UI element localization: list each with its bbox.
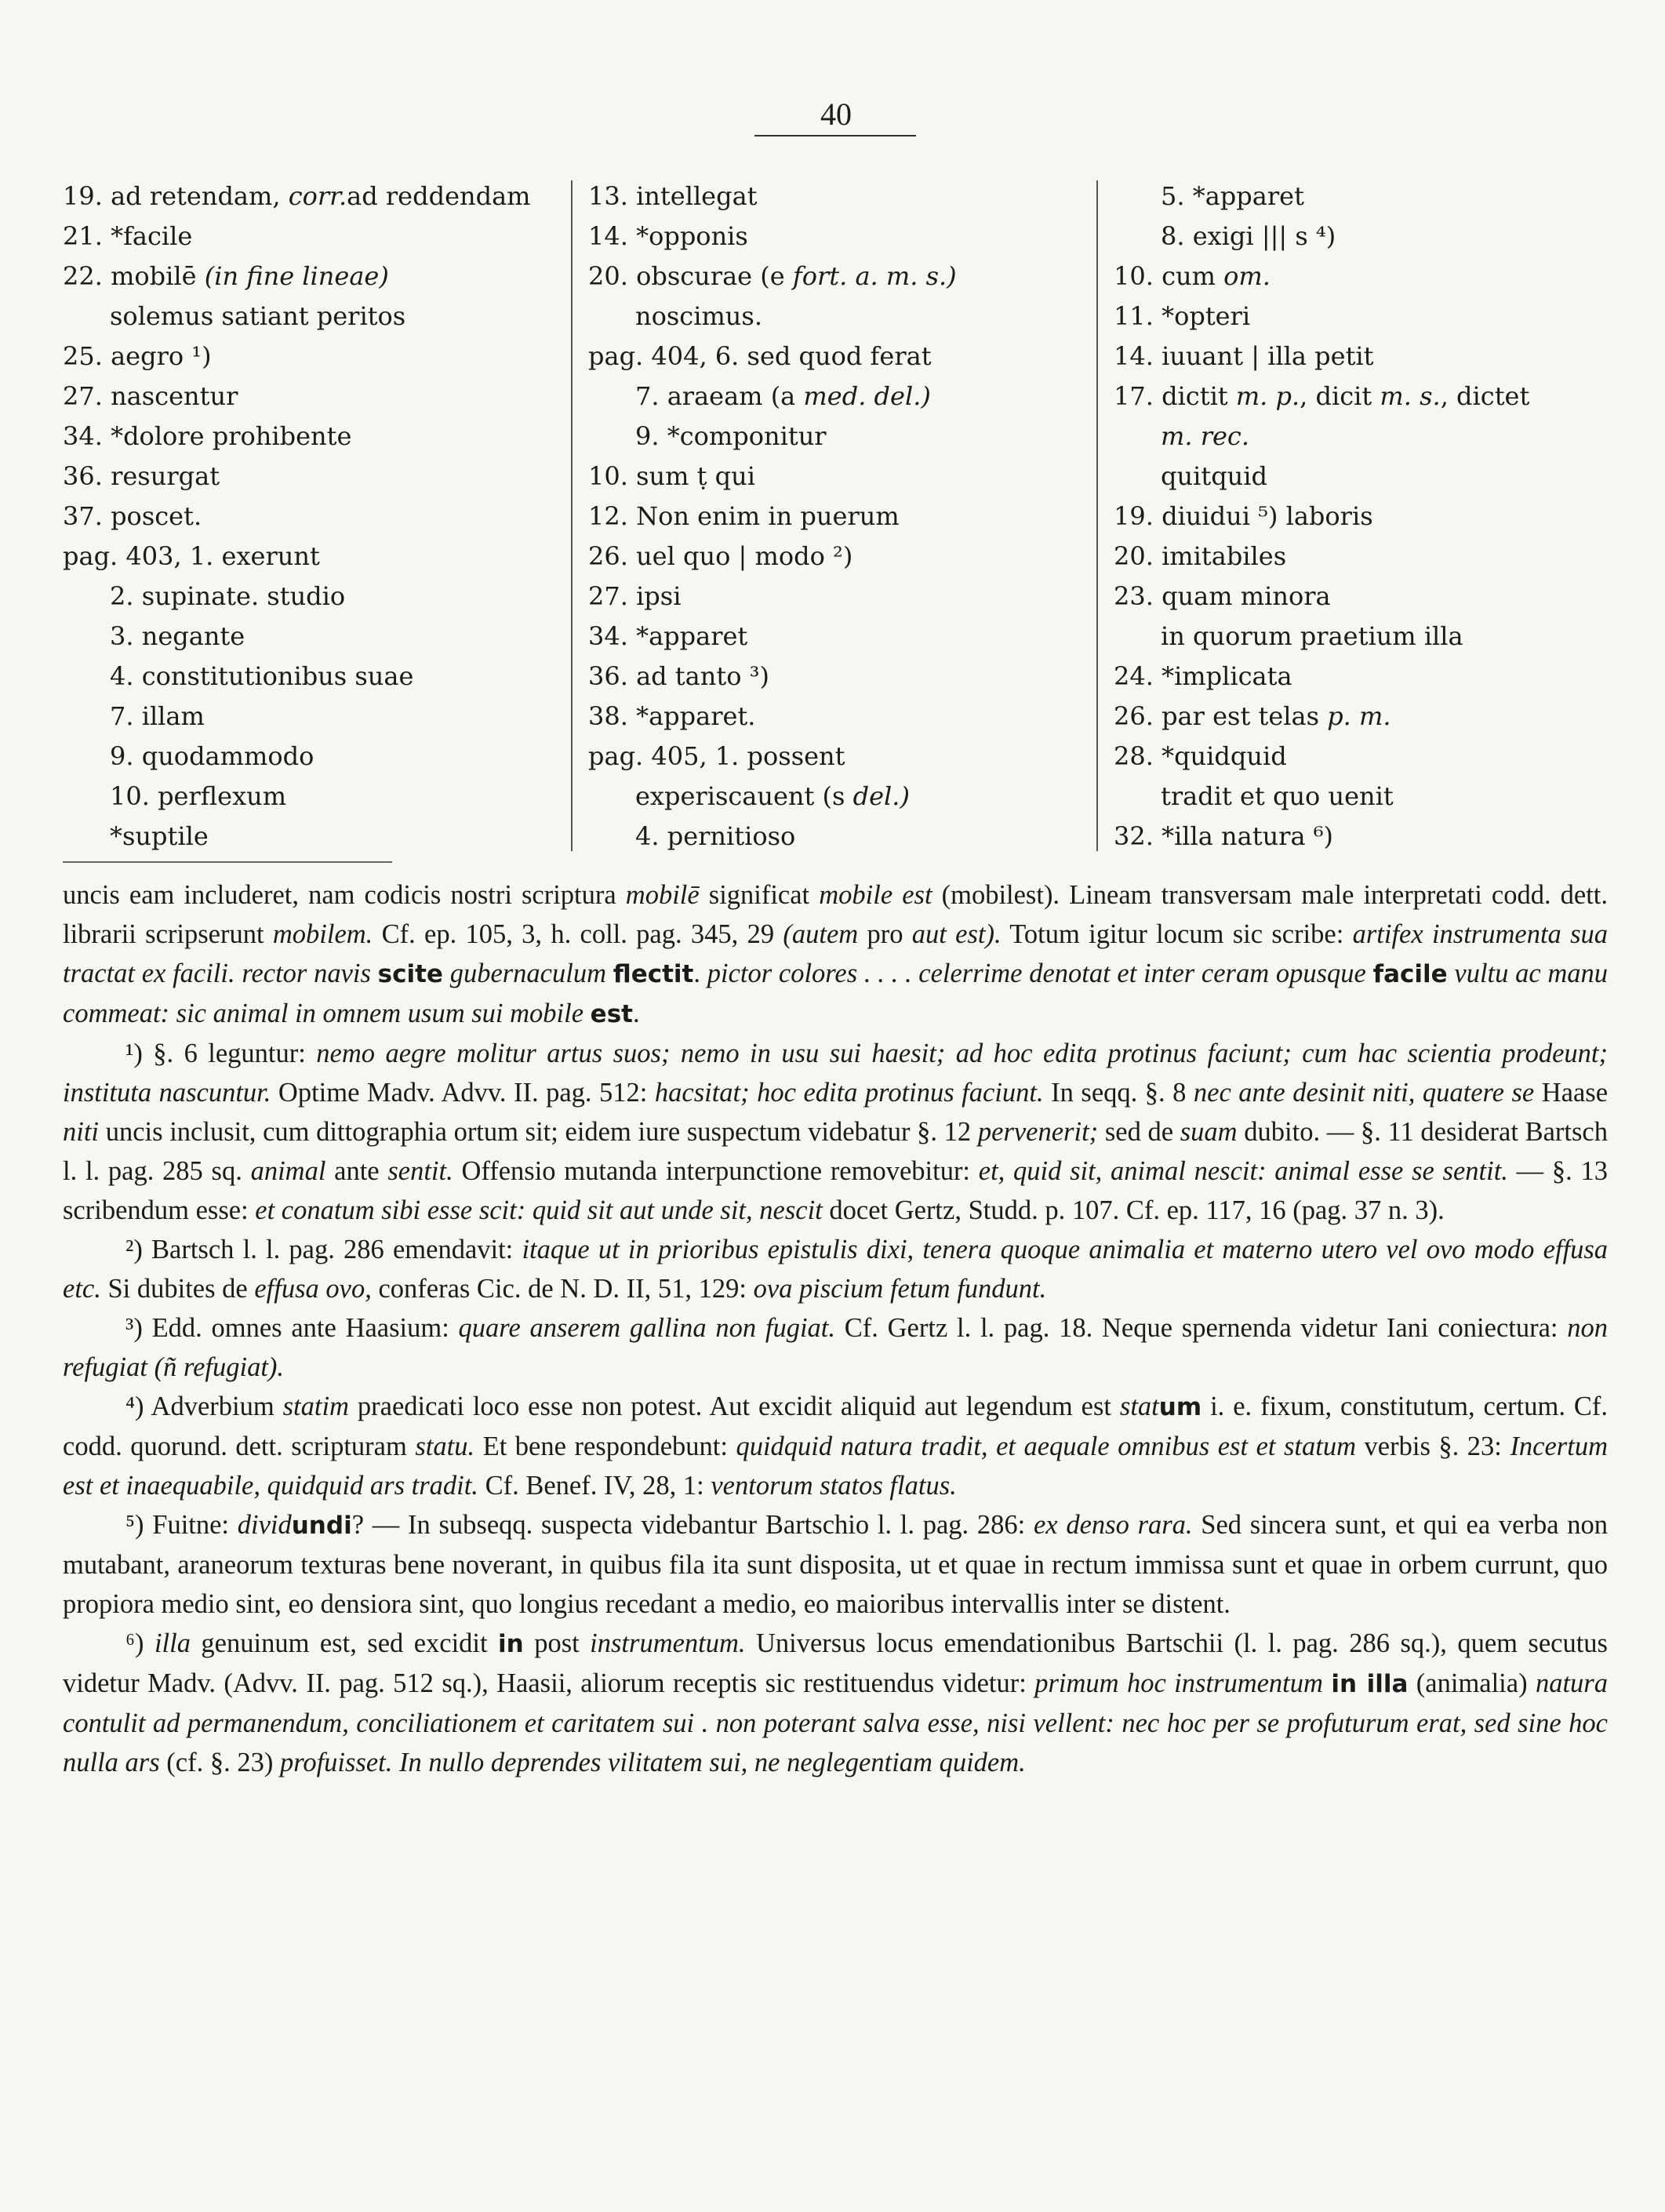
footnote: ¹) §. 6 leguntur: nemo aegre molitur artus suos; nemo in usu sui haesit; ad hoc edita protinus faciunt; cum hac scientia prodeunt; instituta nascuntur. Optime Madv. Advv. II. pag. 512: hacsitat; hoc edita protinus faciunt. In seqq. §. 8 nec ante desinit niti, quatere se Haase niti uncis inclusit, cum dittographia ortum sit; eidem iure suspectum videbatur §. 12 pervenerit; sed de suam dubito. — §. 11 desiderat Bartsch l. l. pag. 285 sq. animal ante sentit. Offensio mutanda interpunctione removebitur: et, quid sit, animal nescit: animal esse se sentit. — §. 13 scribendum esse: et conatum sibi esse scit: quid sit aut unde sit, nescit docet Gertz, Studd. p. 107. Cf. ep. 117, 16 (pag. 37 n. 3). [63,1039,1609,1225]
collation-line: 13. intellegat [588,181,758,211]
column-divider-2 [1096,180,1098,851]
footnote-separator [63,861,392,863]
collation-line: 36. ad tanto ³) [588,661,769,691]
collation-line: 28. *quidquid [1114,741,1287,771]
collation-column-1 [63,176,557,857]
collation-column-2 [588,176,1074,857]
collation-line: 25. aegro ¹) [63,341,212,371]
collation-line: 34. *dolore prohibente [63,421,352,451]
collation-line: 19. ad retendam, corr.ad reddendam [63,181,531,211]
collation-column-3 [1114,176,1631,857]
collation-line: 17. dictit m. p., dicit m. s., dictet [1114,381,1530,411]
collation-line: pag. 405, 1. possent [588,741,845,771]
footnote-continuation: uncis eam includeret, nam codicis nostri scriptura mobilē significat mobile est (mobilest). Lineam transversam male interpretati codd. dett. librarii scripserunt mobilem. Cf. ep. 105, 3, h. coll. pag. 345, 29 (autem pro aut est). Totum igitur locum sic scribe: artifex instrumenta sua tractat ex facili. rector navis scite gubernaculum flectit. pictor colores . . . . celerrime denotat et inter ceram opusque facile vultu ac manu commeat: sic animal in omnem usum sui mobile est. [63,880,1609,1028]
collation-line: quitquid [1161,461,1267,491]
footnotes [63,875,1608,1782]
collation-line: 38. *apparet. [588,701,756,731]
collation-line: 24. *implicata [1114,661,1292,691]
collation-line: 14. iuuant | illa petit [1114,341,1374,371]
collation-line: 11. *opteri [1114,301,1251,331]
collation-line: 19. diuidui ⁵) laboris [1114,501,1373,531]
collation-line: in quorum praetium illa [1161,621,1463,651]
collation-line: 36. resurgat [63,461,220,491]
collation-line: 9. quodammodo [110,741,314,771]
collation-line: 4. pernitioso [635,821,796,851]
collation-line: 10. sum ṭ qui [588,461,755,491]
collation-line: 20. obscurae (e fort. a. m. s.) [588,261,957,291]
collation-line: 21. *facile [63,221,193,251]
collation-line: tradit et quo uenit [1161,781,1394,811]
collation-line: 26. par est telas p. m. [1114,701,1391,731]
collation-line: 7. araeam (a med. del.) [635,381,931,411]
collation-line: 27. nascentur [63,381,238,411]
footnote: ⁶) illa genuinum est, sed excidit in post instrumentum. Universus locus emendationibus Bartschii (l. l. pag. 286 sq.), quem secutus videtur Madv. (Advv. II. pag. 512 sq.), Haasii, aliorum receptis sic restituendus videtur: primum hoc instrumentum in illa (animalia) natura contulit ad permanendum, conciliationem et caritatem sui . non poterant salva esse, nisi vellent: nec hoc per se profuturum erat, sed sine hoc nulla ars (cf. §. 23) profuisset. In nullo deprendes vilitatem sui, ne neglegentiam quidem. [63,1628,1608,1777]
collation-line: experiscauent (s del.) [635,781,910,811]
collation-line: solemus satiant peritos [110,301,406,331]
page-number-rule [754,135,916,136]
footnote: ²) Bartsch l. l. pag. 286 emendavit: itaque ut in prioribus epistulis dixi, tenera quoque animalia et materno utero vel ovo modo effusa etc. Si dubites de effusa ovo, conferas Cic. de N. D. II, 51, 129: ova piscium fetum fundunt. [63,1235,1608,1304]
collation-line: 12. Non enim in puerum [588,501,900,531]
collation-line: m. rec. [1161,421,1250,451]
collation-line: 10. perflexum [110,781,287,811]
collation-line: 20. imitabiles [1114,541,1287,571]
collation-line: 23. quam minora [1114,581,1331,611]
footnote: ⁴) Adverbium statim praedicati loco esse non potest. Aut excidit aliquid aut legendum est statum i. e. fixum, constitutum, certum. Cf. codd. quorund. dett. scripturam statu. Et bene respondebunt: quidquid natura tradit, et aequale omnibus est et statum verbis §. 23: Incertum est et inaequabile, quidquid ars tradit. Cf. Benef. IV, 28, 1: ventorum statos flatus. [63,1392,1608,1501]
collation-line: noscimus. [635,301,762,331]
collation-line: 2. supinate. studio [110,581,346,611]
collation-line: 22. mobilē (in fine lineae) [63,261,389,291]
collation-line: 9. *componitur [635,421,827,451]
collation-line: pag. 403, 1. exerunt [63,541,320,571]
collation-line: 26. uel quo | modo ²) [588,541,853,571]
collation-line: 10. cum om. [1114,261,1271,291]
collation-line: 37. poscet. [63,501,202,531]
collation-line: 7. illam [110,701,205,731]
footnote: ⁵) Fuitne: dividundi? — In subseqq. suspecta videbantur Bartschio l. l. pag. 286: ex denso rara. Sed sincera sunt, et qui ea verba non mutabant, araneorum texturas bene noverant, in quibus fila ita sunt disposita, ut et quae in rectum immissa sunt et quae in orbem currunt, quo propiora medio sint, eo densiora sint, quo longius recedant a medio, eo maioribus intervallis inter se distent. [63,1510,1609,1619]
column-divider-1 [571,180,573,851]
collation-line: 34. *apparet [588,621,748,651]
collation-line: 3. negante [110,621,245,651]
collation-line: 8. exigi ||| s ⁴) [1161,221,1336,251]
collation-line: *suptile [110,821,209,851]
collation-line: 27. ipsi [588,581,682,611]
collation-line: pag. 404, 6. sed quod ferat [588,341,932,371]
collation-line: 5. *apparet [1161,181,1304,211]
footnote: ³) Edd. omnes ante Haasium: quare anserem gallina non fugiat. Cf. Gertz l. l. pag. 18. Neque spernenda videtur Iani coniectura: non refugiat (ñ refugiat). [63,1313,1608,1382]
collation-line: 4. constitutionibus suae [110,661,414,691]
collation-line: 14. *opponis [588,221,748,251]
page-number: 40 [820,96,852,132]
collation-line: 32. *illa natura ⁶) [1114,821,1334,851]
